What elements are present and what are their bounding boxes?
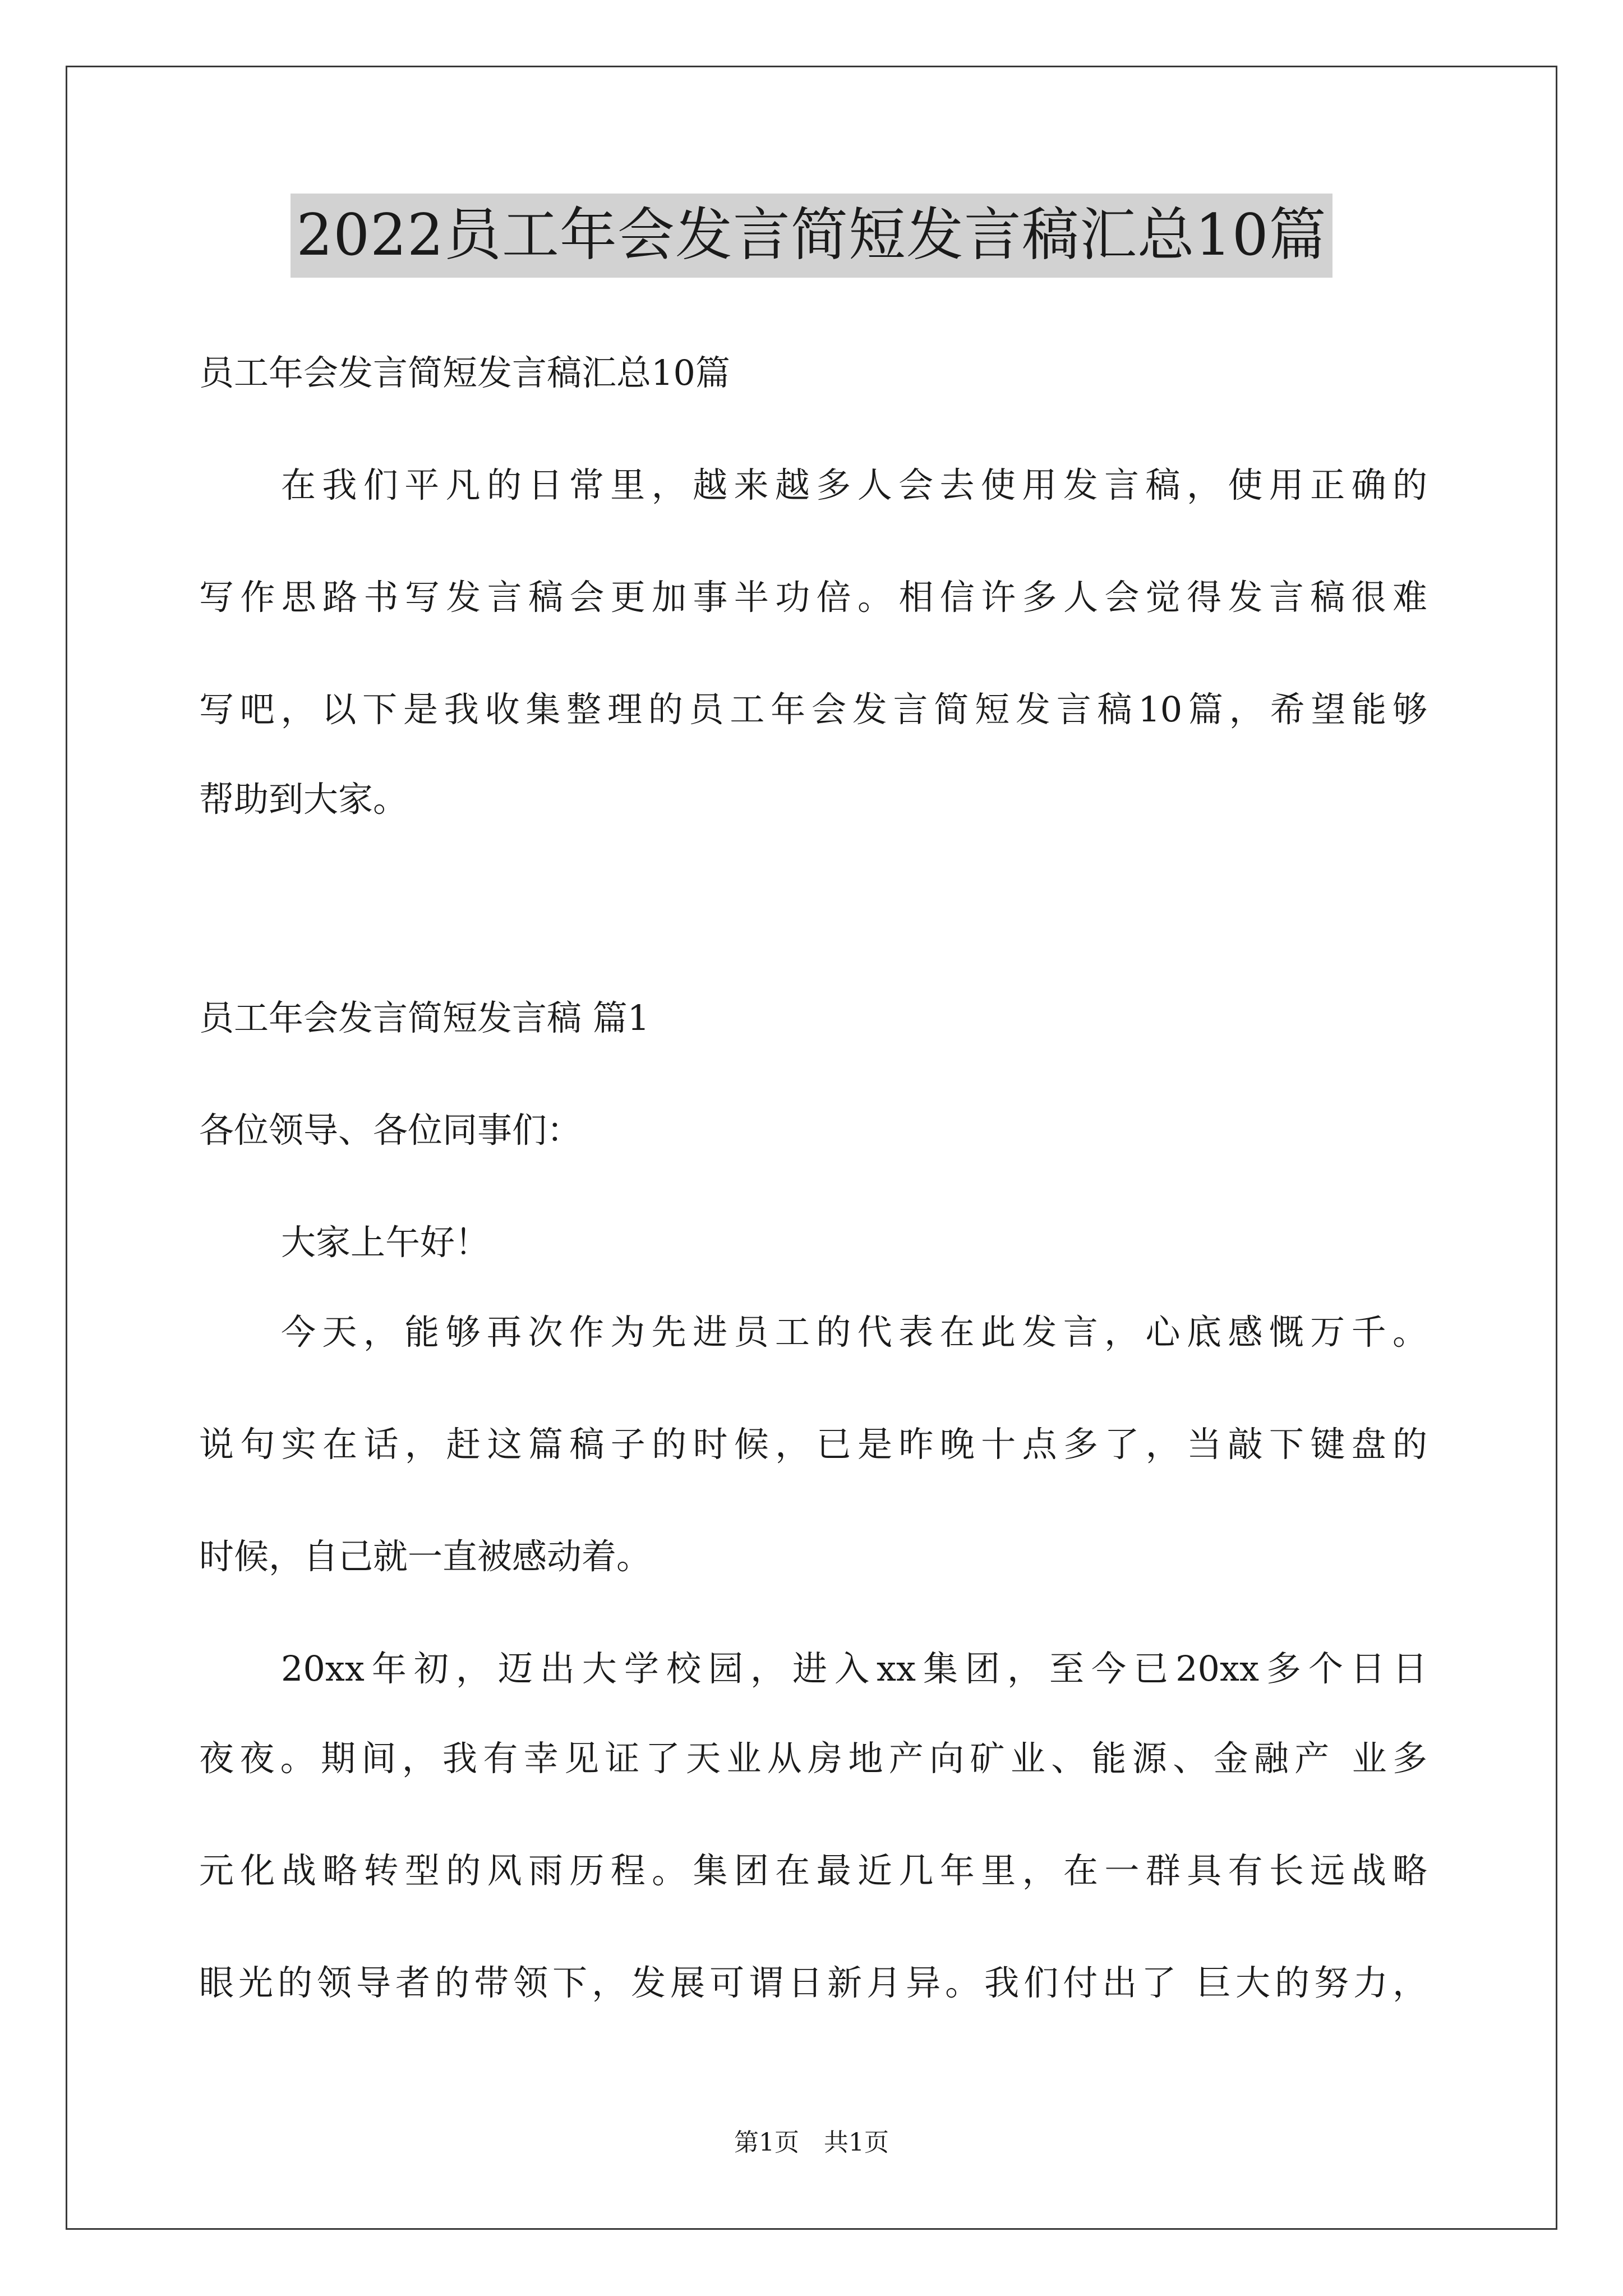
subtitle-line: 员工年会发言简短发言稿汇总10篇 [199,352,730,393]
body-line-2: 说句实在话，赶这篇稿子的时候，已是昨晚十点多了，当敲下键盘的 [199,1424,1427,1465]
page-footer: 第1页 共1页 [734,2128,889,2157]
salutation: 各位领导、各位同事们： [199,1110,582,1151]
body-line-4: 20xx年初，迈出大学校园，进入xx集团，至今已20xx多个日日 [281,1648,1427,1689]
body-line-6: 元化战略转型的风雨历程。集团在最近几年里，在一群具有长远战略 [199,1850,1427,1891]
intro-line-3: 写吧，以下是我收集整理的员工年会发言简短发言稿10篇，希望能够 [199,689,1427,730]
body-line-5: 夜夜。期间，我有幸见证了天业从房地产向矿业、能源、金融产 业多 [199,1738,1427,1779]
section-heading: 员工年会发言简短发言稿 篇1 [199,997,650,1038]
body-line-7: 眼光的领导者的带领下，发展可谓日新月异。我们付出了 巨大的努力， [199,1962,1427,2003]
intro-line-2: 写作思路书写发言稿会更加事半功倍。相信许多人会觉得发言稿很难 [199,577,1427,618]
document-title: 2022员工年会发言简短发言稿汇总10篇 [291,194,1332,278]
body-line-1: 今天，能够再次作为先进员工的代表在此发言，心底感慨万千。 [281,1312,1427,1352]
intro-line-1: 在我们平凡的日常里，越来越多人会去使用发言稿，使用正确的 [281,464,1427,505]
title-container [0,194,1623,278]
greeting: 大家上午好！ [281,1222,490,1263]
body-line-3: 时候，自己就一直被感动着。 [199,1536,652,1577]
intro-line-4: 帮助到大家。 [199,779,408,820]
